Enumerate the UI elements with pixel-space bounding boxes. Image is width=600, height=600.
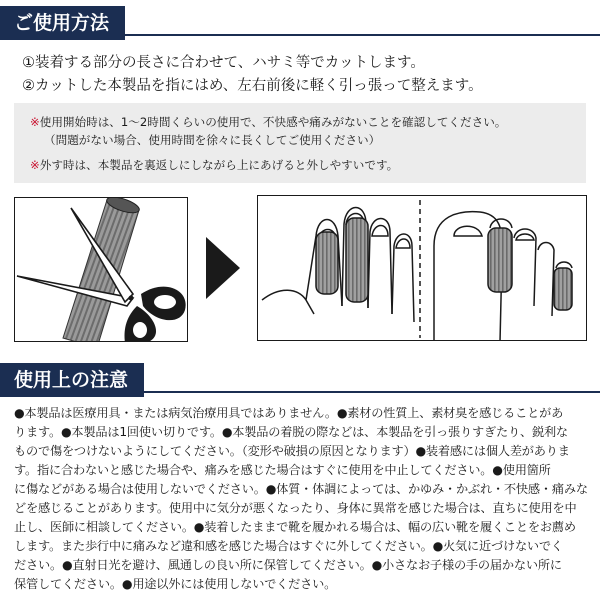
hand-illustration [262, 208, 414, 323]
caution-line: 止し、医師に相談してください。●装着したままで靴を履かれる場合は、幅の広い靴を履くことをお薦め [14, 520, 576, 534]
cautions-text [14, 404, 588, 594]
caution-line: 保管してください。●用途以外には使用しないでください。 [14, 577, 337, 591]
note-line-3: ※外す時は、本製品を裏返しにしながら上にあげると外しやすいです。 [30, 158, 399, 172]
usage-step-1: ①装着する部分の長さに合わせて、ハサミ等でカットします。 [22, 55, 425, 71]
caution-line: ●本製品は医療用具・または病気治療用具ではありません。●素材の性質上、素材臭を感じることがあ [14, 406, 564, 420]
caution-line: どを感じることがあります。使用中に気分が悪くなったり、身体に異常を感じた場合は、直ちに使用を中 [14, 501, 577, 515]
scissors-cutting-illustration [15, 198, 188, 342]
caution-line: もので傷をつけないようにしてください。（変形や破損の原因となります）●装着感には個人差がありま [14, 444, 570, 458]
arrow-right-icon [206, 237, 240, 299]
wearing-illustration-panel [257, 195, 587, 341]
caution-line: します。また歩行中に痛みなど違和感を感じた場合はすぐに外してください。●火気に近づけないでく [14, 539, 563, 553]
caution-line: す。指に合わないと感じた場合や、痛みを感じた場合はすぐに使用を中止してください。●使用箇所 [14, 463, 551, 477]
section-header-cautions [0, 363, 600, 397]
note-line-2: （問題がない場合、使用時間を徐々に長くしてご使用ください） [44, 133, 381, 147]
usage-note-box [14, 103, 586, 183]
note-line-1: ※使用開始時は、1～2時間くらいの使用で、不快感や痛みがないことを確認してください。 [30, 115, 507, 129]
note-mark: ※ [30, 115, 40, 129]
caution-line: ださい。●直射日光を避け、風通しの良い所に保管してください。●小さなお子様の手の届かない所に [14, 558, 562, 572]
finger-and-toe-illustration [258, 196, 587, 341]
cutting-illustration-panel [14, 197, 188, 342]
foot-illustration [434, 212, 572, 341]
section-header-usage [0, 6, 600, 40]
usage-step-2: ②カットした本製品を指にはめ、左右前後に軽く引っ張って整えます。 [22, 78, 483, 94]
caution-line: ります。●本製品は1回使い切りです。●本製品の着脱の際などは、本製品を引っ張りすぎたり、鋭利な [14, 425, 568, 439]
section-title-cautions: 使用上の注意 [0, 363, 144, 397]
note-mark: ※ [30, 158, 40, 172]
caution-line: に傷などがある場合は使用しないでください。●体質・体調によっては、かゆみ・かぶれ・不快感・痛みな [14, 482, 588, 496]
section-title-usage: ご使用方法 [0, 6, 125, 40]
usage-steps [22, 52, 483, 98]
